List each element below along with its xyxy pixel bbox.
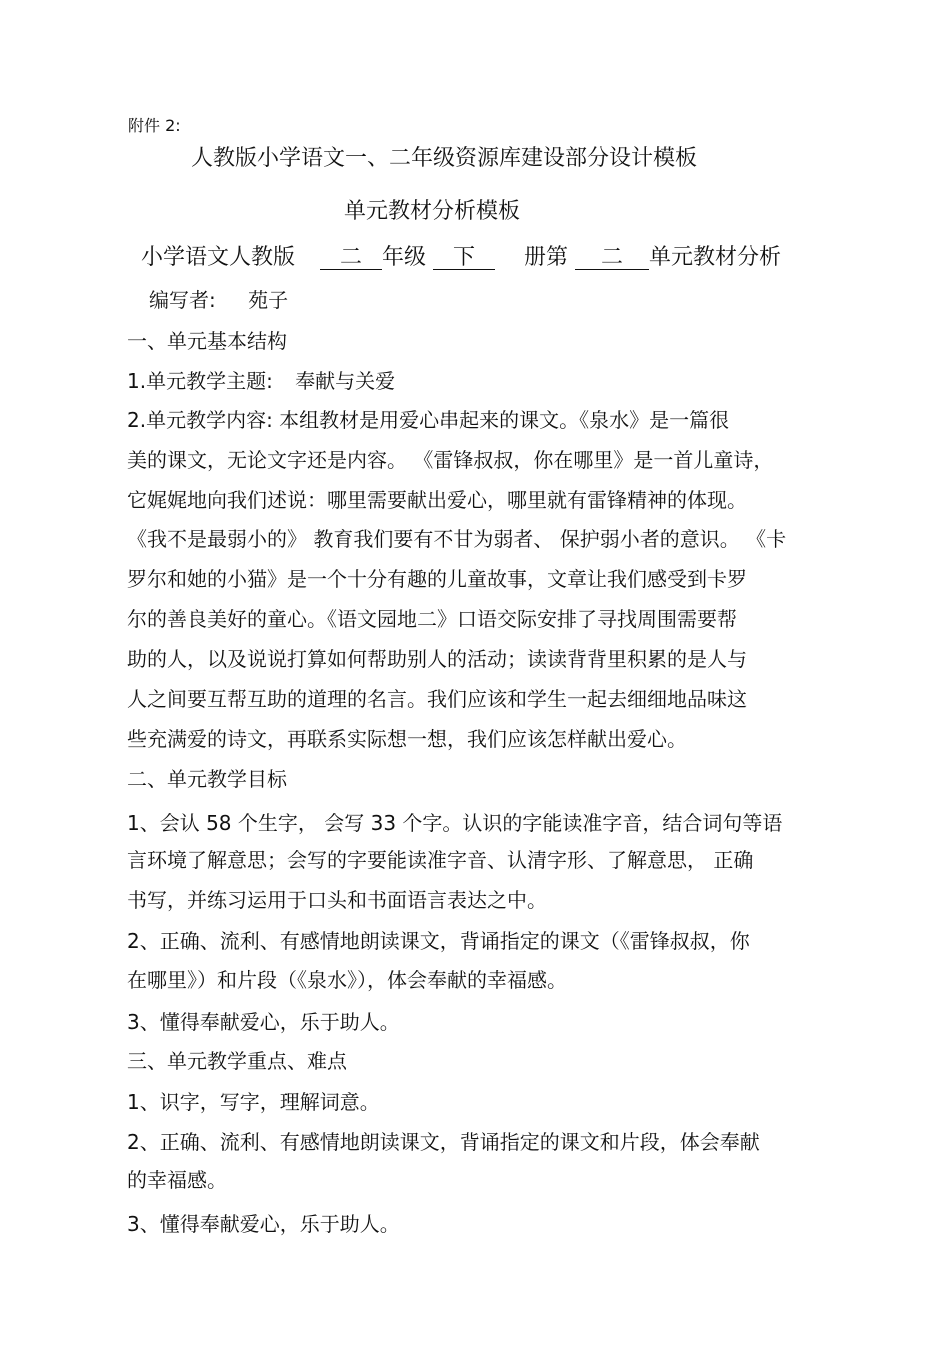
content-line: 美的课文，无论文字还是内容。 《雷锋叔叔，你在哪里》是一首儿童诗， (127, 448, 774, 472)
main-title: 人教版小学语文一、二年级资源库建设部分设计模板 (191, 146, 698, 171)
objective-line: 2、正确、流利、有感情地朗读课文，背诵指定的课文（《雷锋叔叔，你 (127, 929, 750, 953)
objective-line: 3、懂得奉献爱心，乐于助人。 (127, 1010, 400, 1034)
theme-value: 奉献与关爱 (295, 369, 396, 393)
theme-line (127, 369, 395, 393)
content-line: 些充满爱的诗文，再联系实际想一想，我们应该怎样献出爱心。 (127, 727, 687, 751)
sub-title: 单元教材分析模板 (344, 199, 521, 224)
author-line (149, 288, 288, 312)
grade-value: 二 (320, 247, 382, 270)
objective-line: 在哪里》）和片段（《泉水》），体会奉献的幸福感。 (127, 968, 567, 992)
info-line (141, 246, 781, 270)
section3-heading: 三、单元教学重点、难点 (127, 1049, 347, 1073)
info-prefix: 小学语文人教版 (141, 245, 296, 270)
objective-line: 1、会认 58 个生字， 会写 33 个字。认识的字能读准字音，结合词句等语 (127, 811, 783, 835)
term-value: 下 (433, 247, 495, 270)
content-line: 2.单元教学内容: 本组教材是用爱心串起来的课文。《泉水》是一篇很 (127, 408, 730, 432)
book-label: 册第 (524, 245, 569, 270)
info-suffix: 单元教材分析 (649, 245, 782, 270)
theme-label: 1.单元教学主题: (127, 369, 273, 393)
objective-line: 言环境了解意思；会写的字要能读准字音、认清字形、了解意思， 正确 (127, 848, 754, 872)
content-line: 它娓娓地向我们述说：哪里需要献出爱心，哪里就有雷锋精神的体现。 (127, 488, 747, 512)
section2-heading: 二、单元教学目标 (127, 767, 287, 791)
objective-line: 书写，并练习运用于口头和书面语言表达之中。 (127, 888, 547, 912)
key-point-line: 2、正确、流利、有感情地朗读课文，背诵指定的课文和片段，体会奉献 (127, 1130, 760, 1154)
grade-label: 年级 (382, 245, 427, 270)
content-line: 助的人，以及说说打算如何帮助别人的活动；读读背背里积累的是人与 (127, 647, 747, 671)
unit-value: 二 (575, 247, 649, 270)
key-point-line: 3、懂得奉献爱心，乐于助人。 (127, 1212, 400, 1236)
section1-heading: 一、单元基本结构 (127, 329, 287, 353)
content-line: 《我不是最弱小的》 教育我们要有不甘为弱者、 保护弱小者的意识。 《卡 (127, 527, 787, 551)
attachment-label: 附件 2: (128, 116, 181, 135)
author-label: 编写者: (149, 288, 216, 312)
content-line: 罗尔和她的小猫》是一个十分有趣的儿童故事，文章让我们感受到卡罗 (127, 567, 747, 591)
content-line: 尔的善良美好的童心。《语文园地二》口语交际安排了寻找周围需要帮 (127, 607, 737, 631)
key-point-line: 的幸福感。 (127, 1168, 227, 1192)
author-name: 苑子 (248, 288, 289, 312)
key-point-line: 1、识字，写字，理解词意。 (127, 1090, 380, 1114)
content-line: 人之间要互帮互助的道理的名言。我们应该和学生一起去细细地品味这 (127, 687, 747, 711)
